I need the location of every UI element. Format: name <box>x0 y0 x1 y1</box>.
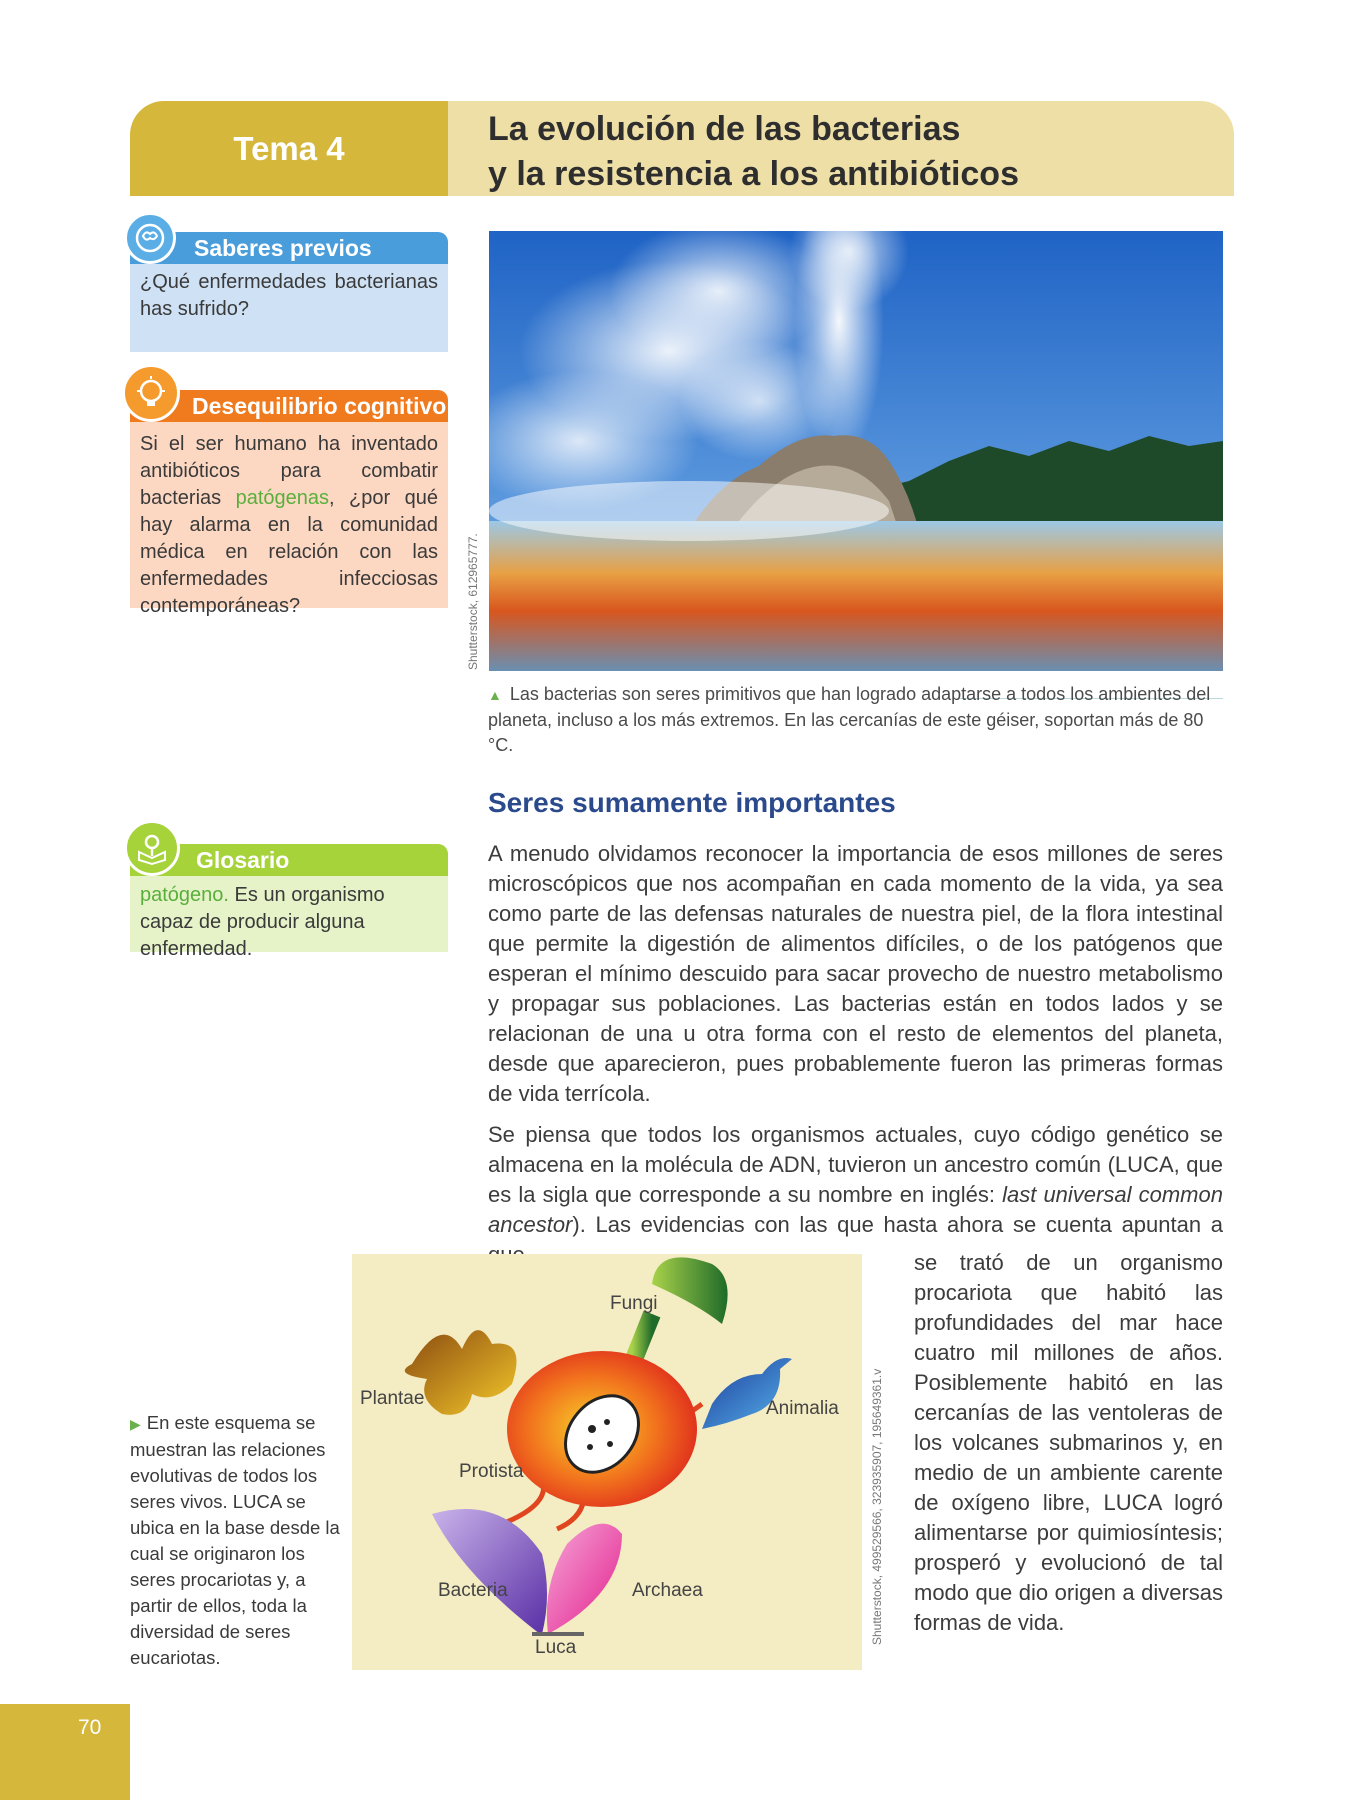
diagram-label-bacteria: Bacteria <box>438 1580 508 1601</box>
desequilibrio-box <box>130 364 448 617</box>
diagram-caption-text: En este esquema se muestran las relaciones evolutivas de todos los seres vivos. LUCA se ubica en la base desde la cual se originaron los seres procariotas y, a partir de ellos, toda la diversidad de seres eucariotas. <box>130 1412 340 1668</box>
paragraph-1: A menudo olvidamos reconocer la importancia de esos millones de seres microscópicos que nos acompañan en cada momento de la vida, ya sea como parte de las defensas naturales de nuestra piel, de la flora intestinal que permite la digestión de alimentos difíciles, o de los patógenos que esperan el mínimo descuido para sacar provecho de nuestro metabolismo y propagar sus poblaciones. Las bacterias están en todos lados y se relacionan de una u otra forma con el resto de elementos del planeta, desde que aparecieron, pues probablemente fueron las primeras formas de vida terrícola. <box>488 841 1223 1106</box>
diagram-label-fungi: Fungi <box>610 1293 658 1314</box>
glosario-definition: Es un organismo capaz de producir alguna enfermedad. <box>140 884 385 960</box>
section-title: Seres sumamente importantes <box>488 787 896 818</box>
lightbulb-brain-icon <box>122 364 180 422</box>
glosario-body <box>130 876 448 960</box>
diagram-label-archaea: Archaea <box>632 1580 703 1601</box>
desequilibrio-text-before: Si el ser humano ha inventado antibióticos para combatir bacterias <box>140 433 438 509</box>
triangle-up-icon: ▲ <box>488 687 502 703</box>
diagram-label-plantae: Plantae <box>360 1388 425 1409</box>
saberes-previos-title: Saberes previos <box>194 235 372 261</box>
tema-label: Tema 4 <box>233 129 345 167</box>
diagram-label-luca: Luca <box>535 1637 577 1658</box>
photo-caption <box>488 682 1223 758</box>
photo-credit: Shutterstock, 612965777. <box>466 533 480 670</box>
diagram-credit: Shutterstock, 499529566, 323935907, 195649361.v <box>870 1368 884 1645</box>
saberes-previos-body <box>130 264 448 352</box>
desequilibrio-text-after: , ¿por qué hay alarma en la comunidad médica en relación con las enfermedades infecciosas contemporáneas? <box>140 487 438 617</box>
paragraph-2-italic: last universal common ancestor <box>488 1182 1223 1237</box>
page-title <box>448 101 1234 196</box>
paragraph-2-continued: se trató de un organismo procariota que habitó las profundidades del mar hace cuatro mil millones de años. Posiblemente habitó en las cercanías de las ventoleras de los volcanes submarinos y, en medio de un ambiente carente de oxígeno libre, LUCA logró alimentarse por quimiosíntesis; prosperó y evolucionó de tal modo que dio origen a diversas formas de vida. <box>914 1250 1223 1635</box>
glosario-title: Glosario <box>196 847 290 873</box>
glosario-box <box>130 820 448 960</box>
title-line-1: La evolución de las bacterias <box>488 110 961 148</box>
brain-icon <box>124 212 176 264</box>
diagram-caption <box>130 1410 340 1671</box>
tema-tab <box>130 101 448 196</box>
paragraph-2-text-b: ). Las evidencias con las que hasta ahora se cuenta apuntan a <box>572 1212 1223 1237</box>
saberes-previos-box <box>130 212 448 352</box>
saberes-previos-text: ¿Qué enfermedades bacterianas has sufrido? <box>140 271 438 320</box>
diagram-label-animalia: Animalia <box>766 1398 839 1419</box>
page-number: 70 <box>78 1716 102 1739</box>
paragraph-2-text-a: Se piensa que todos los organismos actuales, cuyo código genético se almacena en la molécula de ADN, tuvieron un ancestro común (LUCA, que es la sigla que corresponde a su nombre en inglés: <box>488 1122 1223 1207</box>
photo-caption-text: Las bacterias son seres primitivos que han logrado adaptarse a todos los ambientes del planeta, incluso a los más extremos. En las cercanías de este géiser, soportan más de 80 °C. <box>488 684 1211 755</box>
glosario-term: patógeno. <box>140 884 229 906</box>
evolution-diagram <box>352 1254 862 1670</box>
saberes-previos-header <box>130 232 448 264</box>
triangle-right-icon: ▶ <box>130 1416 141 1432</box>
desequilibrio-title: Desequilibrio cognitivo <box>192 393 447 419</box>
desequilibrio-body <box>130 422 448 617</box>
diagram-label-protista: Protista <box>459 1461 524 1482</box>
title-line-2: y la resistencia a los antibióticos <box>488 155 1019 193</box>
desequilibrio-highlight: patógenas <box>235 487 330 509</box>
book-icon <box>124 820 180 876</box>
page-number-tab <box>0 1704 130 1800</box>
geyser-photo <box>489 231 1223 671</box>
